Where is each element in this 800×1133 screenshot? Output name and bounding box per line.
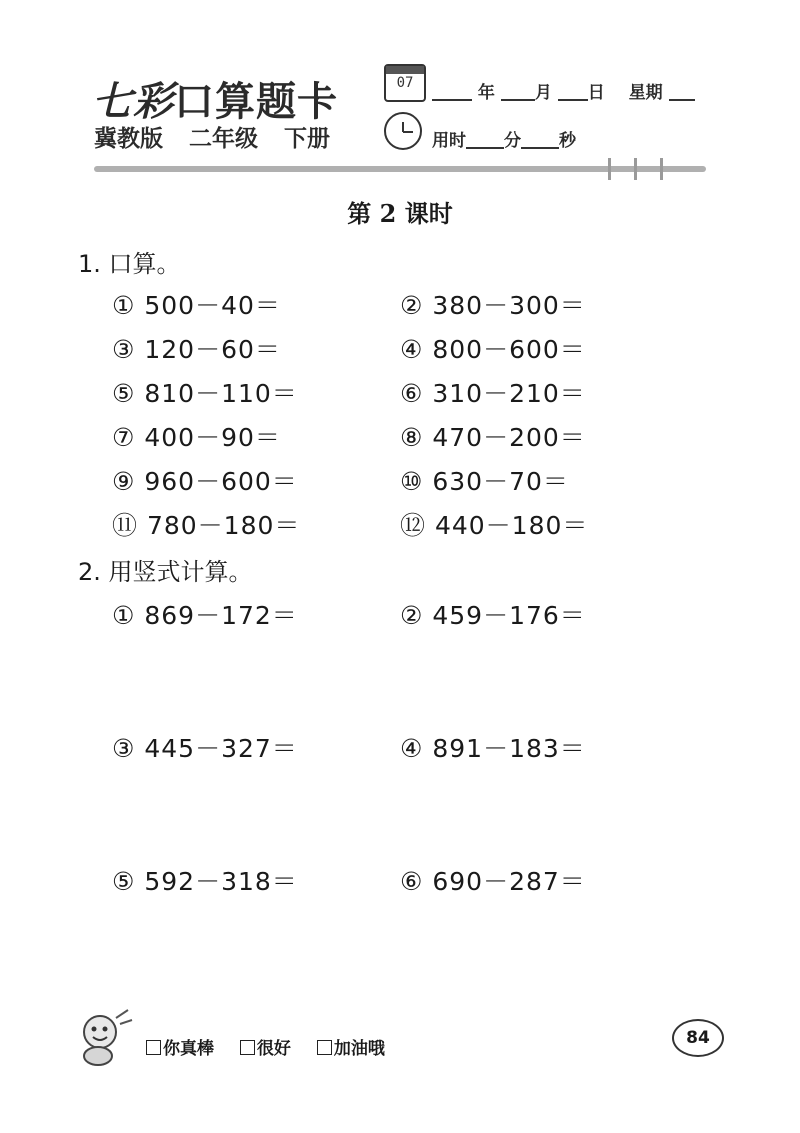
vertical-calc-item <box>400 596 586 632</box>
item-number: ③ <box>112 734 136 763</box>
second-label: 秒 <box>559 131 576 151</box>
item-number: ② <box>400 291 424 320</box>
calc-item <box>112 286 281 322</box>
item-number: ③ <box>112 335 136 364</box>
item-expression: 459－176＝ <box>432 601 586 630</box>
calendar-icon <box>384 64 426 102</box>
item-expression: 960－600＝ <box>144 467 298 496</box>
calc-item <box>112 374 298 410</box>
binder-ring <box>634 158 637 180</box>
checkbox-icon[interactable] <box>240 1040 255 1055</box>
item-number: ⑤ <box>112 867 136 896</box>
page-number: 84 <box>672 1019 724 1057</box>
vertical-calc-item <box>400 862 586 898</box>
grade: 二年级 <box>189 126 259 152</box>
header-divider <box>94 166 706 172</box>
time-fields <box>432 126 576 151</box>
calc-item <box>112 330 281 366</box>
volume: 下册 <box>284 126 331 152</box>
month-blank[interactable] <box>501 99 535 101</box>
item-expression: 500－40＝ <box>144 291 281 320</box>
rating-option[interactable] <box>146 1039 214 1059</box>
item-number: ⑥ <box>400 379 424 408</box>
section1-title: 1. 口算。 <box>78 250 181 278</box>
calc-item <box>112 418 281 454</box>
rating-label: 很好 <box>256 1039 291 1059</box>
edition-line <box>94 120 348 153</box>
year-label: 年 <box>477 83 495 103</box>
time-label: 用时 <box>432 131 466 151</box>
item-expression: 869－172＝ <box>144 601 298 630</box>
edition: 冀教版 <box>94 126 163 152</box>
vertical-calc-item <box>400 729 586 765</box>
week-label: 星期 <box>628 83 663 103</box>
item-number: ② <box>400 601 424 630</box>
calendar-day: 07 <box>396 75 414 91</box>
item-number: ⑨ <box>112 467 136 496</box>
vertical-calc-item <box>112 862 298 898</box>
item-expression: 310－210＝ <box>432 379 586 408</box>
day-blank[interactable] <box>558 99 588 101</box>
calc-item <box>400 286 586 322</box>
item-number: ① <box>112 291 136 320</box>
item-number: ① <box>112 601 136 630</box>
minute-label: 分 <box>504 131 521 151</box>
mascot-icon <box>72 1006 134 1068</box>
checkbox-icon[interactable] <box>317 1040 332 1055</box>
item-expression: 445－327＝ <box>144 734 298 763</box>
item-expression: 780－180＝ <box>146 511 301 540</box>
item-expression: 470－200＝ <box>432 423 586 452</box>
item-number: ⑧ <box>400 423 424 452</box>
month-label: 月 <box>534 83 552 103</box>
minute-blank[interactable] <box>466 147 504 149</box>
item-expression: 440－180＝ <box>434 511 589 540</box>
item-expression: 800－600＝ <box>432 335 586 364</box>
item-number: ④ <box>400 335 424 364</box>
calc-item <box>112 462 298 498</box>
item-number: ⑦ <box>112 423 136 452</box>
item-number: ⑪ <box>112 511 139 540</box>
self-rating <box>146 1034 405 1059</box>
date-fields <box>432 78 695 103</box>
rating-label: 加油哦 <box>333 1039 385 1059</box>
item-expression: 120－60＝ <box>144 335 281 364</box>
item-expression: 810－110＝ <box>144 379 298 408</box>
year-blank[interactable] <box>432 99 472 101</box>
item-expression: 380－300＝ <box>432 291 586 320</box>
vertical-calc-item <box>112 596 298 632</box>
item-expression: 592－318＝ <box>144 867 298 896</box>
rating-option[interactable] <box>240 1039 291 1059</box>
item-expression: 690－287＝ <box>432 867 586 896</box>
brand-seven: 七彩 <box>92 78 174 125</box>
binder-ring <box>660 158 663 180</box>
calc-item <box>400 374 586 410</box>
calc-item <box>112 506 300 542</box>
item-number: ④ <box>400 734 424 763</box>
item-number: ⑤ <box>112 379 136 408</box>
rating-label: 你真棒 <box>163 1039 214 1059</box>
week-blank[interactable] <box>669 99 695 101</box>
calc-item <box>400 330 586 366</box>
item-expression: 891－183＝ <box>432 734 586 763</box>
clock-icon <box>384 112 422 150</box>
checkbox-icon[interactable] <box>146 1040 161 1055</box>
vertical-calc-item <box>112 729 298 765</box>
item-number: ⑫ <box>400 511 427 540</box>
brand-name: 口算题卡 <box>174 78 338 125</box>
calc-item <box>400 418 586 454</box>
binder-ring <box>608 158 611 180</box>
item-number: ⑥ <box>400 867 424 896</box>
rating-option[interactable] <box>317 1039 385 1059</box>
brand-title <box>92 70 338 127</box>
lesson-title: 第 2 课时 <box>347 199 453 228</box>
second-blank[interactable] <box>521 147 559 149</box>
item-number: ⑩ <box>400 467 424 496</box>
calc-item <box>400 462 569 498</box>
section2-title: 2. 用竖式计算。 <box>78 558 253 586</box>
item-expression: 630－70＝ <box>432 467 569 496</box>
item-expression: 400－90＝ <box>144 423 281 452</box>
day-label: 日 <box>587 83 605 103</box>
calc-item <box>400 506 588 542</box>
